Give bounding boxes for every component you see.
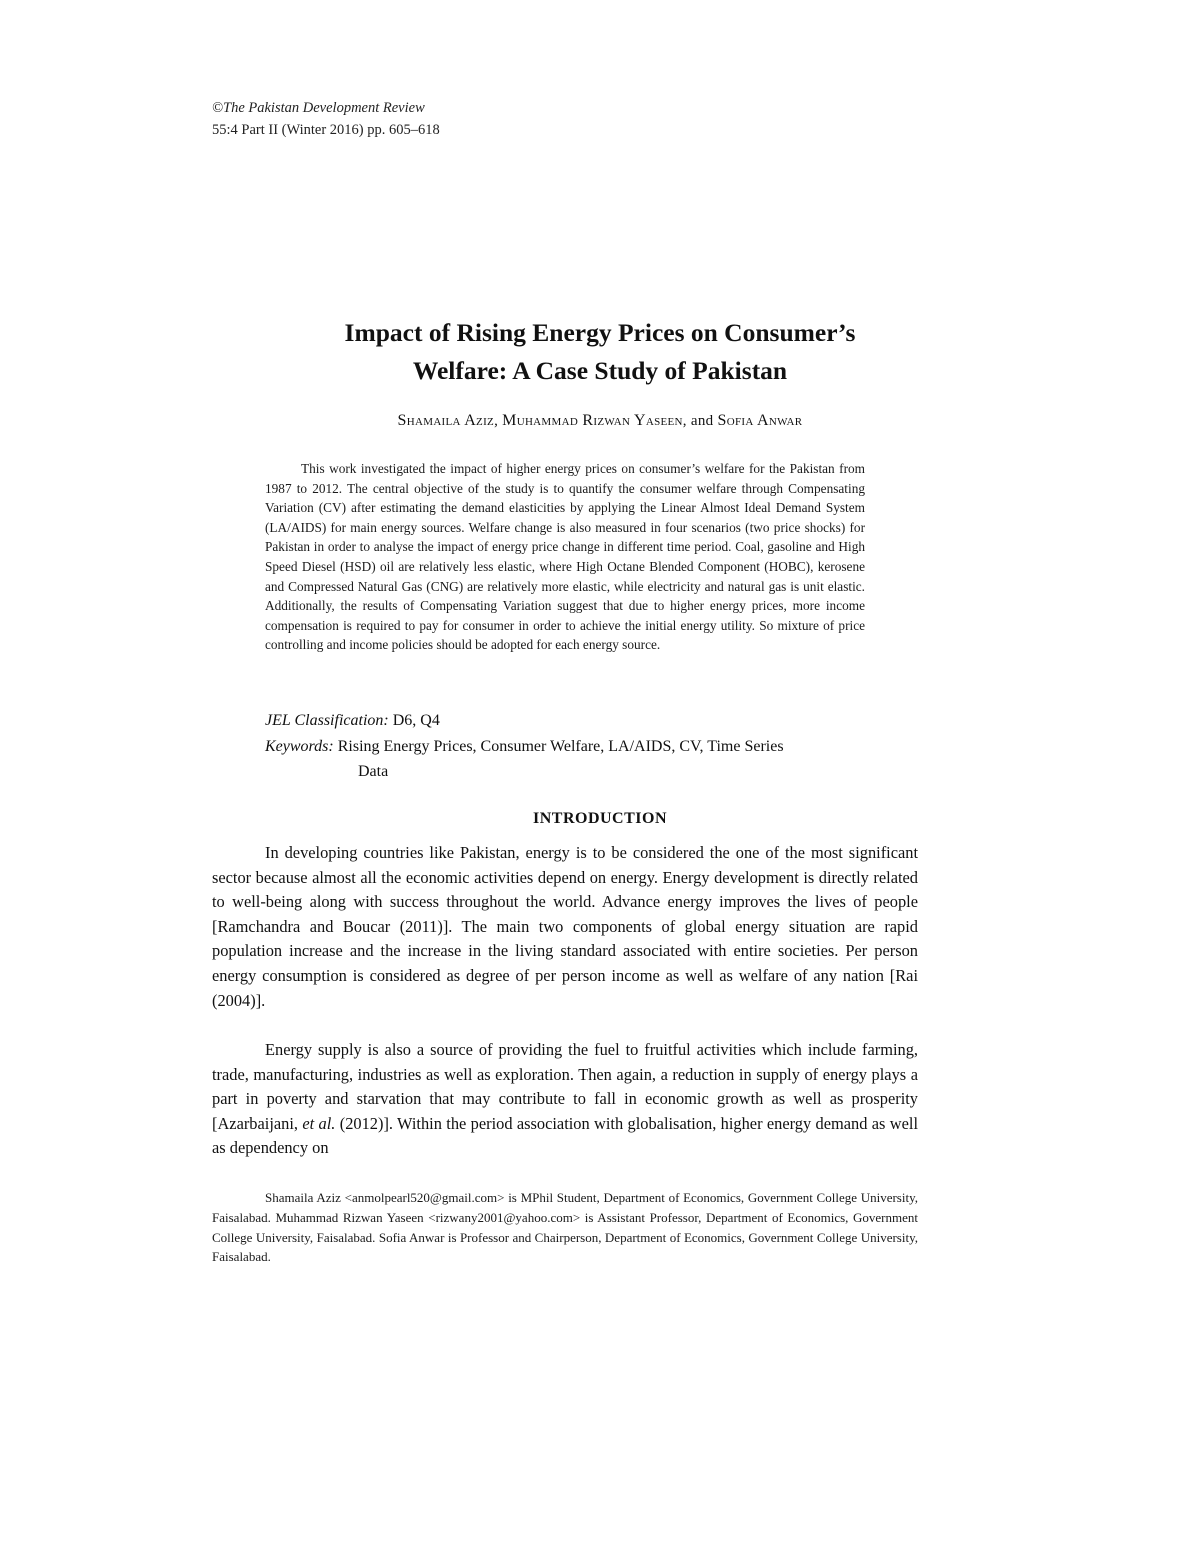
- intro-paragraph-1: In developing countries like Pakistan, energy is to be considered the one of the most significant sector because almost all the economic activities depend on energy. Energy development is directly related to well-being along with success throughout the world. Advance energy improves the lives of people [Ramchandra and Boucar (2011)]. The main two components of global energy situation are rapid population increase and the increase in the living standard associated with entire societies. Per person energy consumption is considered as degree of per person income as well as welfare of any nation [Rai (2004)].: [212, 843, 918, 1010]
- author-separator-2: , and: [682, 413, 718, 429]
- author-3: Sofia Anwar: [717, 412, 803, 429]
- paragraph-2-text-end: (2012)]. Within the period association with globalisation, higher energy demand as well as dependency on: [212, 1113, 918, 1158]
- keywords: [265, 734, 920, 784]
- issue-info: 55:4 Part II (Winter 2016) pp. 605–618: [212, 122, 440, 138]
- jel-value: D6, Q4: [388, 712, 440, 729]
- title-line-2: Welfare: A Case Study of Pakistan: [412, 356, 788, 385]
- author-separator-1: ,: [494, 413, 503, 429]
- author-1: Shamaila Aziz: [397, 412, 495, 429]
- jel-classification: [265, 708, 440, 733]
- author-list: [200, 410, 1000, 432]
- keywords-value-continued: Data: [358, 763, 389, 780]
- jel-label: JEL Classification:: [265, 712, 389, 729]
- keywords-label: Keywords:: [265, 738, 334, 755]
- author-2: Muhammad Rizwan Yaseen: [502, 412, 683, 429]
- author-footnote: Shamaila Aziz <anmolpearl520@gmail.com> is MPhil Student, Department of Economics, Government College University, Faisalabad. Muhammad Rizwan Yaseen <rizwany2001@yahoo.com> is Assistant Professor, Department of Economics, Government College University, Faisalabad. Sofia Anwar is Professor and Chairperson, Department of Economics, Government College University, Faisalabad.: [212, 1190, 918, 1265]
- abstract: This work investigated the impact of higher energy prices on consumer’s welfare for the Pakistan from 1987 to 2012. The central objective of the study is to quantify the consumer welfare through Compensating Variation (CV) after estimating the demand elasticities by applying the Linear Almost Ideal Demand System (LA/AIDS) for main energy sources. Welfare change is also measured in four scenarios (two price shocks) for Pakistan in order to analyse the impact of energy price change in different time period. Coal, gasoline and High Speed Diesel (HSD) oil are relatively less elastic, where High Octane Blended Component (HOBC), kerosene and Compressed Natural Gas (CNG) are relatively more elastic, while electricity and natural gas is unit elastic. Additionally, the results of Compensating Variation suggest that due to higher energy prices, more income compensation is required to pay for consumer in order to achieve the initial energy utility. So mixture of price controlling and income policies should be adopted for each energy source.: [265, 461, 865, 653]
- keywords-value: Rising Energy Prices, Consumer Welfare, LA/AIDS, CV, Time Series: [333, 738, 784, 755]
- journal-name: ©The Pakistan Development Review: [212, 100, 425, 116]
- et-al: et al.: [302, 1113, 336, 1133]
- section-title-introduction: INTRODUCTION: [532, 810, 667, 827]
- title-line-1: Impact of Rising Energy Prices on Consumer’s: [344, 318, 856, 347]
- journal-header: [212, 97, 440, 141]
- intro-paragraph-2: [212, 1038, 918, 1161]
- paragraph-2-text: Energy supply is also a source of providing the fuel to fruitful activities which include farming, trade, manufacturing, industries as well as exploration. Then again, a reduction in supply of energy plays a part in poverty and starvation that may contribute to fall in economic growth as well as prosperity [Azarbaijani,: [212, 1040, 918, 1133]
- paper-title: [200, 314, 1000, 390]
